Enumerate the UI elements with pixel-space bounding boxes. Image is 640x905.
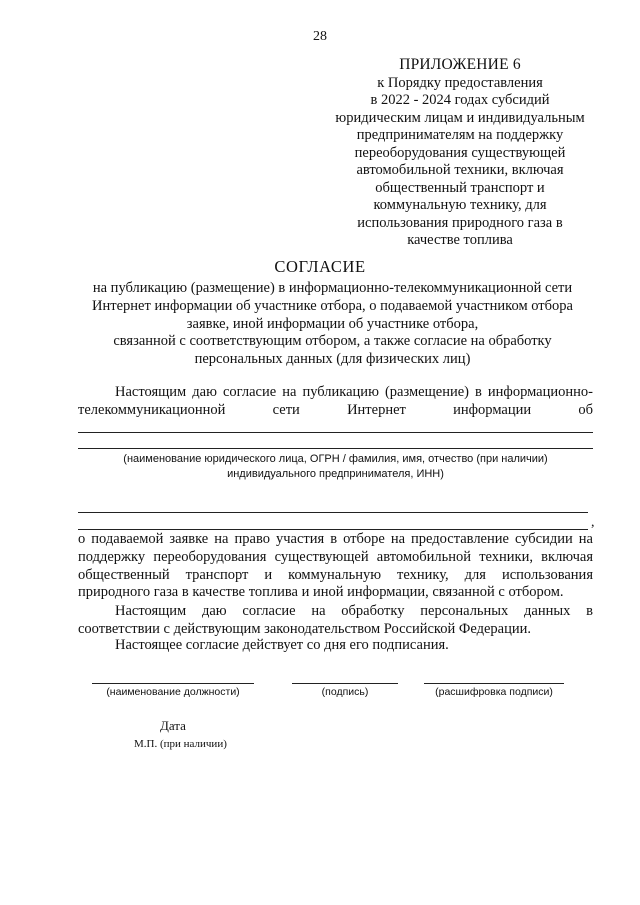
subtitle-line: связанной с соответствующим отбором, а также согласие на обработку (113, 333, 552, 350)
position-caption: (наименование должности) (106, 686, 240, 698)
appendix-line: юридическим лицам и индивидуальным (335, 109, 585, 126)
appendix-line: в 2022 - 2024 годах субсидий (370, 92, 550, 108)
subtitle-line: на публикацию (размещение) в информационно-телекоммуникационной сети (92, 280, 573, 296)
consent-paragraph-personal-data: Настоящим даю согласие на обработку персональных данных в соответствии с действующим законодательством Российской Федерации. (78, 603, 593, 637)
subtitle-line: Интернет информации об участнике отбора, о подаваемой участником отбора (92, 297, 573, 314)
consent-paragraph-application: о подаваемой заявке на право участия в отборе на предоставление субсидии на поддержку переоборудования существующей автомобильной техники, включая общественный транспорт и коммунальную технику, для использования природного газа в качестве топлива и иной информации, связанной с отбором. (78, 531, 593, 601)
appendix-line: использования природного газа в (357, 214, 563, 231)
participant-field-caption (78, 452, 593, 482)
decoding-line[interactable] (424, 683, 564, 684)
page-number: 28 (313, 29, 327, 44)
consent-title: СОГЛАСИЕ (274, 257, 366, 276)
position-line[interactable] (92, 683, 254, 684)
participant-info-line-1[interactable] (78, 512, 588, 513)
caption-line: индивидуального предпринимателя, ИНН) (227, 468, 444, 480)
consent-subtitle (60, 280, 605, 369)
line-comma: , (591, 515, 595, 530)
consent-paragraph-validity: Настоящее согласие действует со дня его подписания. (115, 637, 449, 653)
appendix-line: предпринимателям на поддержку (356, 127, 564, 143)
appendix-line: общественный транспорт и (375, 179, 545, 196)
stamp-label: М.П. (при наличии) (134, 738, 227, 750)
appendix-line: автомобильной техники, включая (356, 162, 564, 178)
appendix-line: переоборудования существующей (354, 144, 566, 161)
participant-name-line-1[interactable] (78, 432, 593, 433)
appendix-line: к Порядку предоставления (377, 74, 543, 91)
signature-caption: (подпись) (321, 686, 369, 698)
signature-line[interactable] (292, 683, 398, 684)
decoding-caption: (расшифровка подписи) (435, 686, 553, 698)
participant-name-line-2[interactable] (78, 448, 593, 449)
subtitle-line: заявке, иной информации об участнике отбора, (186, 315, 479, 332)
appendix-line: качестве топлива (407, 232, 513, 248)
appendix-line: коммунальную технику, для (373, 197, 547, 213)
participant-info-line-2[interactable] (78, 529, 588, 530)
caption-line: (наименование юридического лица, ОГРН / фамилия, имя, отчество (при наличии) (123, 453, 548, 465)
consent-paragraph-intro: Настоящим даю согласие на публикацию (размещение) в информационно-телекоммуникационной сети Интернет информации об (78, 384, 593, 418)
subtitle-line: персональных данных (для физических лиц) (194, 351, 471, 368)
appendix-heading: ПРИЛОЖЕНИЕ 6 (399, 56, 521, 73)
date-label: Дата (160, 718, 186, 733)
appendix-header (330, 56, 590, 250)
